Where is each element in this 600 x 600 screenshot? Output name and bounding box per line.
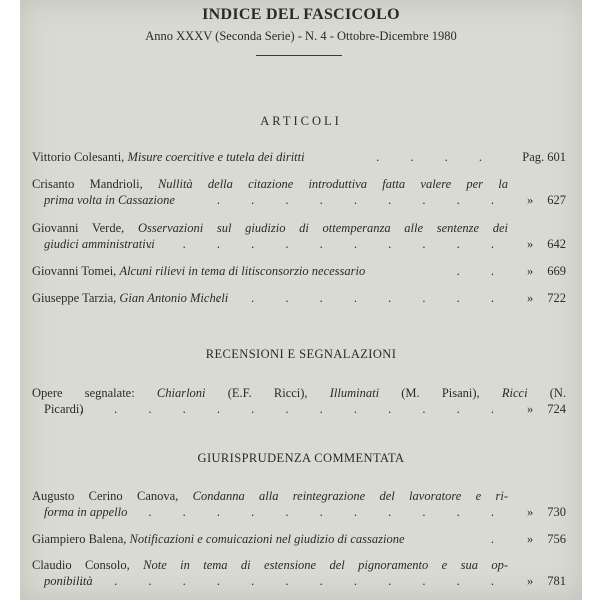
entry-author: Augusto Cerino Canova, xyxy=(32,489,179,503)
entry-prefix: Opere segnalate: xyxy=(32,386,135,400)
page-prefix: Pag. xyxy=(522,150,545,164)
entry-title-line-2: forma in appello xyxy=(44,505,128,519)
section-heading-recensioni: RECENSIONI E SEGNALAZIONI xyxy=(205,347,397,361)
toc-entry-tomei xyxy=(32,263,566,279)
leader-dots: . . . . . . . . . xyxy=(216,291,508,305)
entry-title: Alcuni rilievi in tema di litisconsorzio necessario xyxy=(119,264,366,278)
toc-entry-colesanti xyxy=(32,149,566,165)
leader-dots: . . . . . . . . . . . xyxy=(148,505,508,519)
toc-entry-opere-segnalate xyxy=(32,385,566,417)
entry-title: Notificazioni e comuicazioni nel giudizio di cassazione xyxy=(129,532,405,546)
issue-subtitle: Anno XXXV (Seconda Serie) - N. 4 - Ottobre-Dicembre 1980 xyxy=(145,29,457,43)
work-author-3-part-1: (N. xyxy=(549,386,567,400)
entry-page-ref xyxy=(522,149,566,165)
entry-title-line-2: ponibilità xyxy=(44,574,93,588)
page-number: 730 xyxy=(547,505,566,519)
page-number: 601 xyxy=(547,150,566,164)
leader-dots: . xyxy=(490,532,508,546)
entry-author: Crisanto Mandrioli, xyxy=(32,177,143,191)
leader-dots: . . . . . . . . . . . . . xyxy=(79,574,508,588)
entry-page-ref: » 730 xyxy=(527,505,566,519)
entry-title-line-1: Osservazioni sul giudizio di ottemperanza alle sentenze dei xyxy=(137,221,509,235)
page-number: 642 xyxy=(547,237,566,251)
work-title-2: Illuminati xyxy=(329,386,380,400)
leader-dots: . . . . . . . . . xyxy=(216,193,508,207)
entry-page-ref: » 756 xyxy=(527,532,566,546)
entry-title-line-1: Note in tema di estensione del pignoramento e sua op- xyxy=(143,558,508,572)
toc-entry-consolo xyxy=(32,557,566,589)
entry-author: Giampiero Balena, xyxy=(32,532,127,546)
work-title-3: Ricci xyxy=(501,386,528,400)
entry-page-ref: » 642 xyxy=(527,237,566,251)
entry-page-ref: » 724 xyxy=(527,402,566,416)
section-heading-articoli: ARTICOLI xyxy=(260,114,342,128)
entry-title: Gian Antonio Micheli xyxy=(119,291,229,305)
page-number: 781 xyxy=(547,574,566,588)
page-number: 756 xyxy=(547,532,566,546)
leader-dots: . . . . xyxy=(376,150,496,164)
toc-entry-cerino-canova xyxy=(32,488,566,520)
document-page xyxy=(20,0,582,600)
entry-author: Claudio Consolo, xyxy=(32,558,130,572)
work-author-2: (M. Pisani), xyxy=(401,386,480,400)
entry-title-line-1: Nullità della citazione introduttiva fatta valere per la xyxy=(157,177,508,191)
entry-title-line-1: Condanna alla reintegrazione del lavoratore e ri- xyxy=(192,489,509,503)
toc-entry-verde xyxy=(32,220,566,252)
entry-title-line-2: prima volta in Cassazione xyxy=(44,193,175,207)
entry-author: Vittorio Colesanti, xyxy=(32,150,125,164)
entry-page-ref: » 781 xyxy=(527,574,566,588)
page-number: 724 xyxy=(547,402,566,416)
entry-title-line-2: giudici amministrativi xyxy=(44,237,155,251)
entry-author: Giovanni Tomei, xyxy=(32,264,117,278)
page-number: 722 xyxy=(547,291,566,305)
page-number: 669 xyxy=(547,264,566,278)
entry-author: Giuseppe Tarzia, xyxy=(32,291,117,305)
work-title-1: Chiarloni xyxy=(156,386,206,400)
entry-author: Giovanni Verde, xyxy=(32,221,125,235)
page-title: INDICE DEL FASCICOLO xyxy=(202,6,400,23)
page-number: 627 xyxy=(547,193,566,207)
leader-dots: . . . . . . . . . . . . . xyxy=(79,402,508,416)
entry-page-ref: » 627 xyxy=(527,193,566,207)
toc-entry-balena xyxy=(32,531,566,547)
work-author-1: (E.F. Ricci), xyxy=(227,386,308,400)
entry-page-ref: » 722 xyxy=(527,291,566,305)
toc-entry-mandrioli xyxy=(32,176,566,208)
toc-entry-tarzia xyxy=(32,290,566,306)
section-heading-giurisprudenza: GIURISPRUDENZA COMMENTATA xyxy=(197,451,405,465)
leader-dots: . . xyxy=(456,264,508,278)
work-author-3-part-2: Picardi) xyxy=(44,402,84,416)
leader-dots: . . . . . . . . . . . xyxy=(148,237,508,251)
entry-title: Misure coercitive e tutela dei diritti xyxy=(127,150,305,164)
title-divider xyxy=(256,55,342,56)
entry-page-ref: » 669 xyxy=(527,264,566,278)
